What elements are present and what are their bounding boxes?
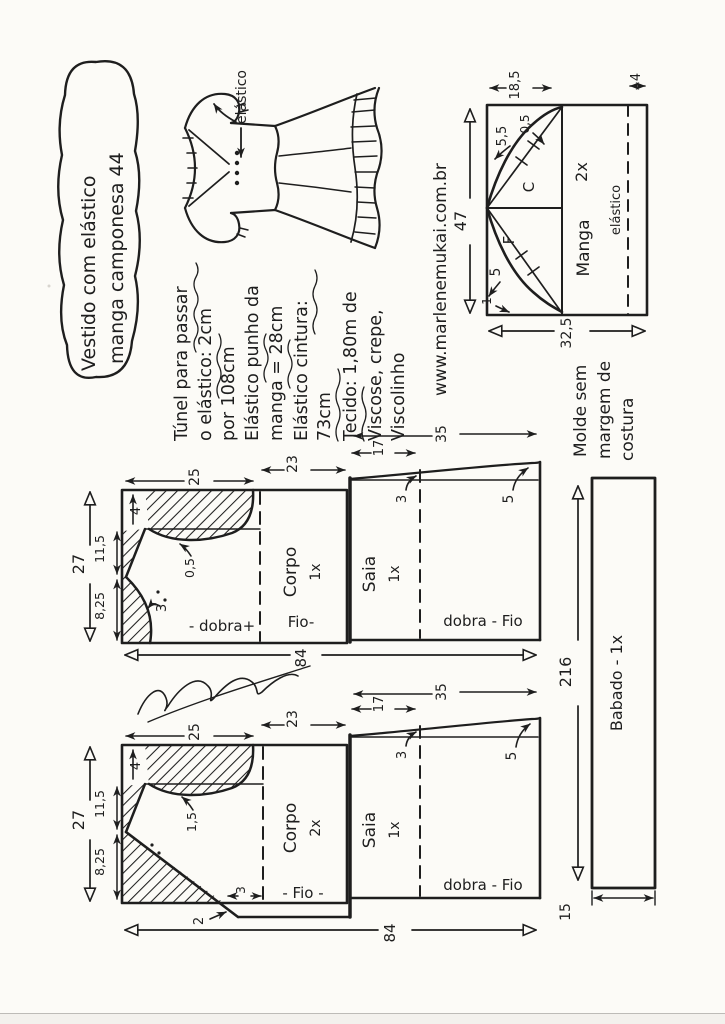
back-grain-label: Fio- <box>287 613 315 631</box>
pattern-title-line1: Vestido com elástico <box>78 175 100 371</box>
skirt-top-w1-dim: 17 <box>372 439 387 457</box>
note-line-7: 73cm <box>315 392 335 441</box>
back-width1-dim: 25 <box>187 468 203 486</box>
back-neck-width-dim: 8,25 <box>92 592 107 620</box>
front-height-dim: 27 <box>69 809 88 831</box>
underline-squiggle <box>313 270 317 334</box>
skirt-bottom-rise-mid: 3 <box>395 750 410 760</box>
babado-label: Babado - 1x <box>607 634 626 732</box>
skirt-bottom-rise-side: 5 <box>504 751 520 761</box>
sleeve-piece-label: Manga <box>574 219 594 277</box>
sleeve-ease-bottom: 5 <box>488 267 504 277</box>
front-neck-ext-dim: 2 <box>192 916 207 926</box>
underline-squiggle <box>336 369 340 441</box>
molde-line-3: costura <box>618 397 638 461</box>
bodice-front-piece <box>69 710 350 925</box>
back-shoulder-dim: 11,5 <box>92 535 107 563</box>
molde-line-2: margem de <box>595 360 615 459</box>
front-shoulder-drop-dim: 4 <box>129 761 144 771</box>
sleeve-back-label: C <box>520 181 538 193</box>
lower-total-dim: 84 <box>381 923 399 943</box>
molde-note <box>571 361 638 461</box>
dress-illustration <box>183 70 382 248</box>
sleeve-width-dim: 47 <box>451 210 470 232</box>
sleeve-length-dim: 32,5 <box>559 317 575 349</box>
sleeve-cap-dim: 18,5 <box>508 70 523 100</box>
back-armhole-ease: 0,5 <box>182 558 197 578</box>
skirt-top-w2-dim: 35 <box>434 425 450 443</box>
molde-line-1: Molde sem <box>571 364 591 457</box>
title-bubble <box>58 61 140 378</box>
skirt-bottom-piece-label: Saia <box>360 811 380 849</box>
babado-width-dim: 15 <box>558 903 574 921</box>
front-width1-dim: 25 <box>187 723 203 741</box>
sleeve-notch-bottom: 1 <box>480 297 494 305</box>
note-line-4: Elástico punho da <box>243 285 263 441</box>
back-height-dim: 27 <box>69 553 88 575</box>
sleeve-notch-top: 0,5 <box>518 114 532 134</box>
back-cut-label: 1x <box>308 563 324 581</box>
bodice-back-piece <box>69 455 347 643</box>
note-line-9: Viscose, crepe, <box>366 309 386 441</box>
back-fold-label: - dobra+ <box>188 617 256 635</box>
back-shoulder-drop-dim: 4 <box>129 506 144 516</box>
sleeve-elastic-label: elástico <box>609 184 624 236</box>
skirt-top-cut-label: 1x <box>387 565 403 583</box>
front-neck-width-dim: 8,25 <box>92 848 107 876</box>
front-width2-dim: 23 <box>285 710 301 728</box>
skirt-top-piece-label: Saia <box>360 555 380 593</box>
back-piece-label: Corpo <box>281 546 301 598</box>
skirt-bottom-w1-dim: 17 <box>372 695 387 713</box>
sleeve-cut-label: 2x <box>572 162 591 182</box>
pattern-title-line2: manga camponesa 44 <box>106 152 128 364</box>
back-width2-dim: 23 <box>285 455 301 473</box>
front-grain-label: - Fio - <box>282 884 324 902</box>
skirt-top-fold-grain-label: dobra - Fio <box>443 612 523 630</box>
note-line-2: o elástico: 2cm <box>196 307 216 441</box>
front-neck-gap-dim: 3 <box>234 886 248 894</box>
note-line-1: Túnel para passar <box>172 286 192 441</box>
dress-elastic-label: elástico <box>234 69 250 125</box>
sleeve-pattern <box>451 71 647 349</box>
note-line-8: Tecido: 1,80m de <box>341 291 361 441</box>
note-line-5: manga = 28cm <box>267 305 287 441</box>
note-line-10: Viscolinho <box>389 352 409 441</box>
skirt-bottom-w2-dim: 35 <box>434 683 450 701</box>
skirt-top-rise-mid: 3 <box>395 494 410 504</box>
note-line-6: Elástico cintura: <box>292 300 312 441</box>
front-piece-label: Corpo <box>281 802 301 854</box>
back-neck-depth: 3 <box>155 603 170 613</box>
front-cut-label: 2x <box>308 819 324 837</box>
website-url: www.marlenemukai.com.br <box>431 163 451 396</box>
sleeve-ease-top: 5,5 <box>495 125 510 147</box>
front-armhole-ease: 1,5 <box>184 812 199 832</box>
babado-length-dim: 216 <box>556 656 575 688</box>
skirt-bottom-fold-grain-label: dobra - Fio <box>443 876 523 894</box>
skirt-top-rise-side: 5 <box>501 494 517 504</box>
skirt-bottom-cut-label: 1x <box>387 821 403 839</box>
upper-total-dim: 84 <box>292 648 310 668</box>
front-shoulder-dim: 11,5 <box>92 790 107 818</box>
babado-piece <box>556 478 655 921</box>
elastic-sleeve-arrow <box>214 104 236 122</box>
note-line-3: por 108cm <box>219 346 239 441</box>
sleeve-front-label: F <box>500 235 518 245</box>
sleeve-casing-dim: 4 <box>629 72 644 82</box>
notes-block <box>172 263 409 442</box>
